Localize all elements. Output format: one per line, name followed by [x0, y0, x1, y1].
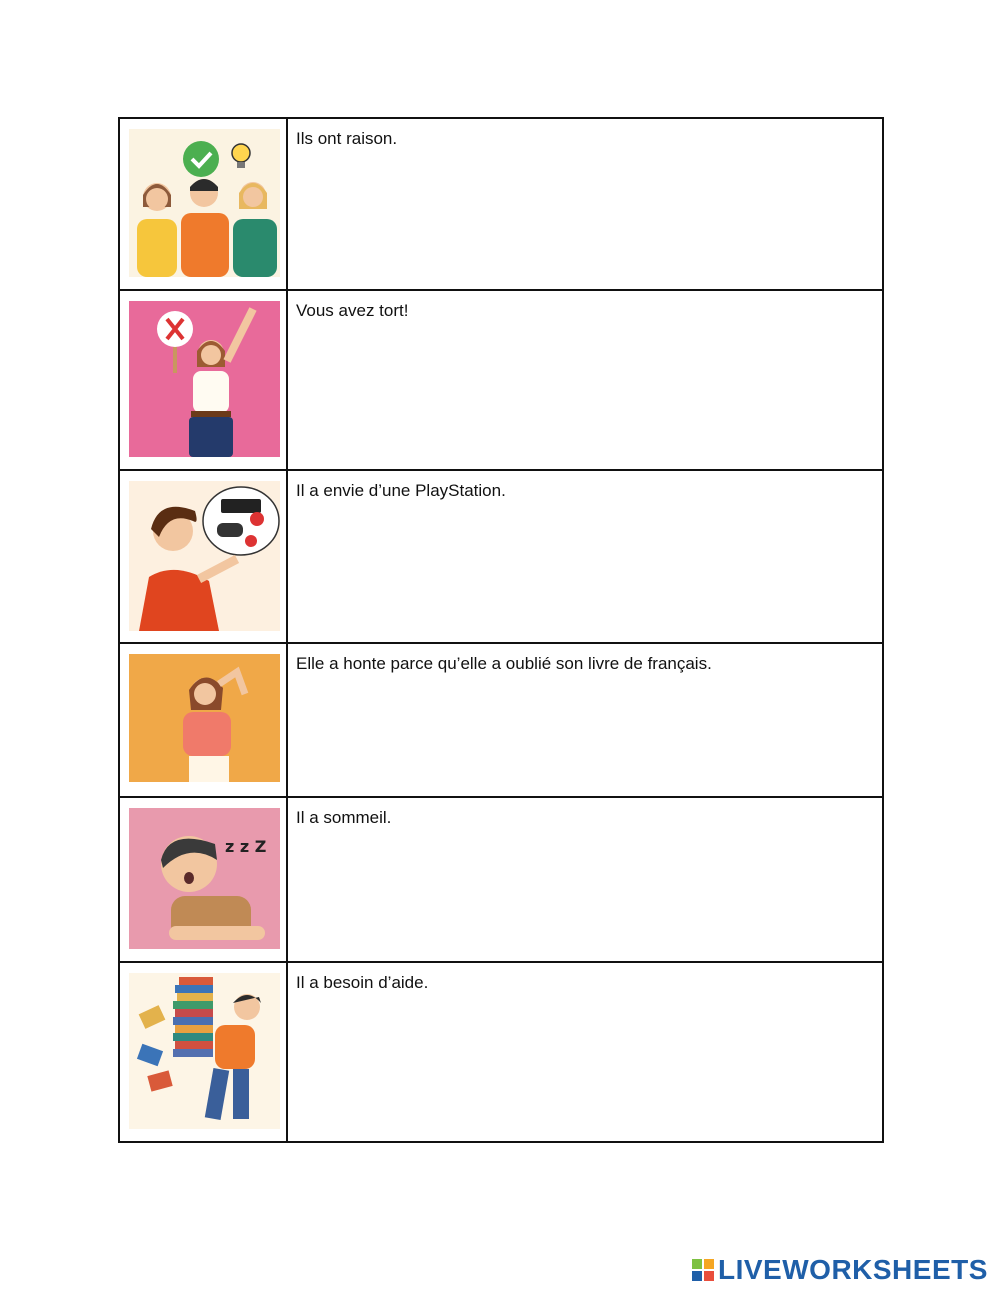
table-row: [119, 470, 883, 643]
group-agreeing-illustration: [129, 129, 280, 277]
table-row: [119, 797, 883, 962]
man-stack-books-illustration: [129, 973, 280, 1129]
woman-x-sign-illustration: [129, 301, 280, 457]
svg-text:z z Z: z z Z: [225, 837, 267, 856]
sleepy-man-illustration: [129, 808, 280, 949]
image-cell: [119, 470, 287, 643]
embarrassed-woman-illustration: [129, 654, 280, 782]
boy-dreaming-console-illustration: [129, 481, 280, 631]
sentence-cell: Ils ont raison.: [287, 118, 883, 290]
image-cell: [119, 118, 287, 290]
sentence-cell: Il a envie d’une PlayStation.: [287, 470, 883, 643]
sentence-cell: Elle a honte parce qu’elle a oublié son livre de français.: [287, 643, 883, 797]
image-cell: [119, 962, 287, 1142]
table-row: [119, 643, 883, 797]
image-cell: [119, 797, 287, 962]
table-row: [119, 962, 883, 1142]
sentence-cell: Il a besoin d’aide.: [287, 962, 883, 1142]
logo-text: LIVEWORKSHEETS: [718, 1254, 988, 1285]
worksheet-table: [118, 117, 884, 1143]
liveworksheets-logo: [692, 1254, 988, 1286]
image-cell: [119, 643, 287, 797]
table-row: [119, 118, 883, 290]
image-cell: [119, 290, 287, 470]
sentence-cell: Vous avez tort!: [287, 290, 883, 470]
table-row: [119, 290, 883, 470]
liveworksheets-logo-icon: [692, 1259, 714, 1281]
sentence-cell: Il a sommeil.: [287, 797, 883, 962]
